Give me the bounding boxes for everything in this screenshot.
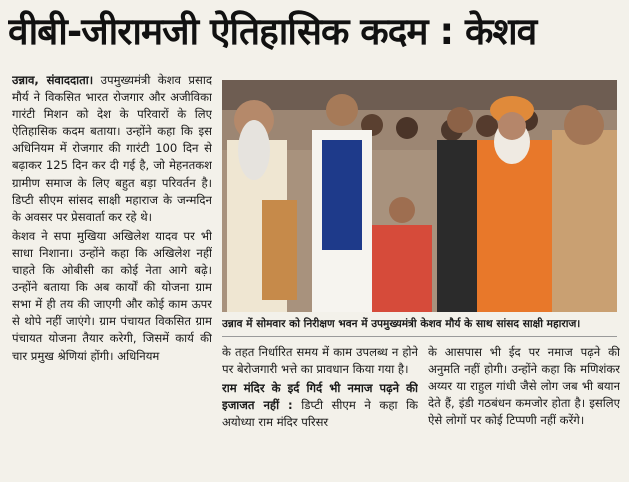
subheading: राम मंदिर के इर्द गिर्द भी नमाज पढ़ने की इजाजत नहीं : (222, 381, 418, 413)
article-column-2 (222, 344, 418, 478)
news-photo (222, 80, 617, 312)
paragraph-1 (12, 72, 212, 226)
paragraph-4-text: डिप्टी सीएम ने कहा कि अयोध्या राम मंदिर परिसर (222, 398, 418, 430)
article-column-1 (12, 72, 212, 476)
paragraph-2: केशव ने सपा मुखिया अखिलेश यादव पर भी साधा निशाना। उन्होंने कहा कि अखिलेश नहीं चाहते कि ओबीसी का कोई नेता आगे बढ़े। उन्होंने बताया कि अब कार्यों की योजना ग्राम सभा में ही तय की जाएगी और कोई काम ऊपर से थोपे नहीं जाएंगे। ग्राम पंचायत विकसित ग्राम पंचायत योजना तैयार करेगी, जिसमें कार्य की चार प्रमुख श्रेणियां होंगी। अधिनियम (12, 228, 212, 363)
article-column-3 (428, 344, 620, 478)
paragraph-3: के तहत निर्धारित समय में काम उपलब्ध न होने पर बेरोजगारी भत्ते का प्रावधान किया गया है। (222, 345, 418, 377)
caption-divider (222, 336, 617, 337)
paragraph-5: के आसपास भी ईद पर नमाज पढ़ने की अनुमति नहीं होगी। उन्होंने कहा कि मणिशंकर अय्यर या राहुल गांधी जैसे लोग जब भी बयान देते हैं, इंडी गठबंधन कमजोर होता है। इसलिए ऐसे लोगों पर कोई टिप्पणी नहीं करेंगे। (428, 345, 620, 428)
paragraph-4 (222, 380, 418, 431)
photo-caption: उन्नाव में सोमवार को निरीक्षण भवन में उपमुख्यमंत्री केशव मौर्य के साथ सांसद साक्षी महाराज। (222, 318, 581, 330)
paragraph-1-text: उपमुख्यमंत्री केशव प्रसाद मौर्य ने विकसित भारत रोजगार और अजीविका गारंटी मिशन को देश के परिवारों के लिए ऐतिहासिक कदम बताया। उन्होंने कहा कि इस अधिनियम में रोजगार की गारंटी 100 दिन से बढ़ाकर 125 दिन कर दी गई है, जो मेहनतकश ग्रामीण समाज के लिए बहुत बड़ा परिवर्तन है। डिप्टी सीएम सांसद साक्षी महाराज के जन्मदिन के अवसर पर प्रेसवार्ता कर रहे थे। (12, 73, 212, 224)
news-photo-illustration (222, 80, 617, 312)
headline: वीबी-जीरामजी ऐतिहासिक कदम : केशव (8, 10, 537, 53)
dateline: उन्नाव, संवाददाता। (12, 73, 94, 87)
